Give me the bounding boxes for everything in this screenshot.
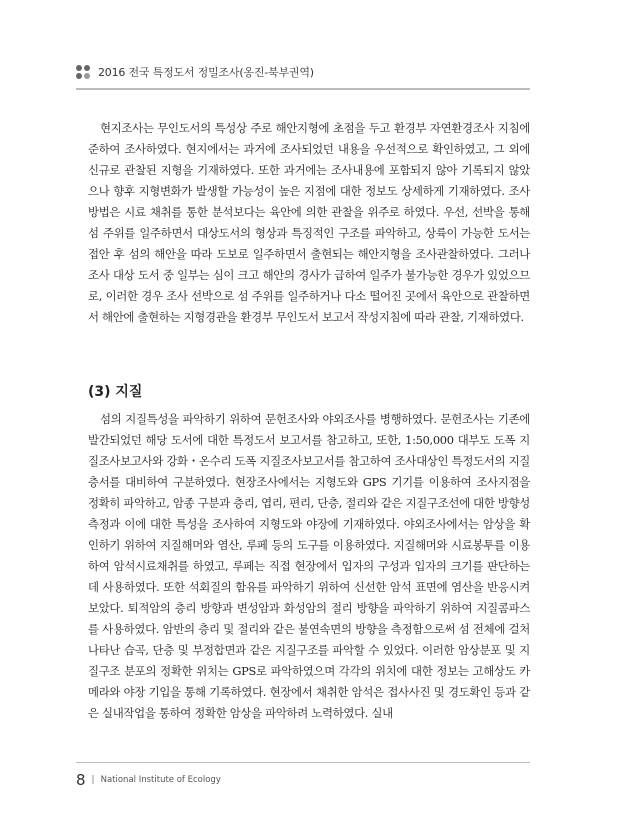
page-number: 8 (76, 771, 86, 789)
header-title: 2016 전국 특정도서 정밀조사(옹진-북부권역) (98, 66, 314, 79)
header-dots-icon (76, 65, 92, 79)
page-footer (76, 771, 221, 789)
body-paragraph-2: 섬의 지질특성을 파악하기 위하여 문헌조사와 야외조사를 병행하였다. 문헌조사는 기존에 발간되었던 해당 도서에 대한 특정도서 보고서를 참고하고, 또한, 1:50,000 대부도 도폭 지질조사보고사와 강화・온수리 도폭 지질조사보고서를 참고하여 조사대상인 특정도서의 지질 층서를 대비하여 구분하였다. 현장조사에서는 지형도와 GPS 기기를 이용하여 조사지점을 정확히 파악하고, 암종 구분과 층리, 엽리, 편리, 단층, 절리와 같은 지질구조선에 대한 방향성 측정과 이에 대한 특성을 조사하여 지형도와 야장에 기재하였다. 야외조사에서는 암상을 확인하기 위하여 지질해머와 염산, 루페 등의 도구를 이용하였다. 지질해머와 시료봉투를 이용하여 암석시료채취를 하였고, 루페는 직접 현장에서 입자의 구성과 입자의 크기를 판단하는데 사용하였다. 또한 석회질의 함유를 파악하기 위하여 신선한 암석 표면에 염산을 반응시켜 보았다. 퇴적암의 층리 방향과 변성암과 화성암의 절리 방향을 파악하기 위하여 지질콤파스를 사용하였다. 암반의 층리 및 절리와 같은 불연속면의 방향을 측정함으로써 섬 전체에 걸처 나타난 습곡, 단층 및 부정합면과 같은 지질구조를 파악할 수 있었다. 이러한 암상분포 및 지질구조 분포의 정확한 위치는 GPS로 파악하였으며 각각의 위치에 대한 정보는 고해상도 카메라와 야장 기입을 통해 기록하였다. 현장에서 채취한 암석은 접사사진 및 경도확인 등과 같은 실내작업을 통하여 정확한 암상을 파악하려 노력하였다. 실내 (88, 412, 530, 720)
running-header (76, 64, 314, 80)
header-divider (76, 88, 530, 90)
body-paragraph-1: 현지조사는 무인도서의 특성상 주로 해안지형에 초점을 두고 환경부 자연환경조사 지침에 준하여 조사하였다. 현지에서는 과거에 조사되었던 내용을 우선적으로 확인하였고, 그 외에 신규로 관찰된 지형을 기재하였다. 또한 과거에는 조사내용에 포함되지 않아 기록되지 않았으나 향후 지형변화가 발생할 가능성이 높은 지점에 대한 정보도 상세하게 기재하였다. 조사 방법은 시료 채취를 통한 분석보다는 육안에 의한 관찰을 위주로 하였다. 우선, 선박을 통해 섬 주위를 일주하면서 대상도서의 형상과 특징적인 구조를 파악하고, 상륙이 가능한 도서는 접안 후 섬의 해안을 따라 도보로 일주하면서 출현되는 해안지형을 조사관찰하였다. 그러나 조사 대상 도서 중 일부는 심이 크고 해안의 경사가 급하여 일주가 불가능한 경우가 있었으므로, 이러한 경우 조사 선박으로 섬 주위를 일주하거나 다소 떨어진 곳에서 육안으로 관찰하면서 해안에 출현하는 지형경관을 환경부 무인도서 보고서 작성지침에 따라 관찰, 기재하였다. (88, 121, 530, 324)
footer-institute: National Institute of Ecology (100, 775, 221, 785)
section-heading: (3) 지질 (88, 384, 143, 400)
footer-separator: | (91, 775, 95, 785)
footer-divider (76, 762, 530, 763)
